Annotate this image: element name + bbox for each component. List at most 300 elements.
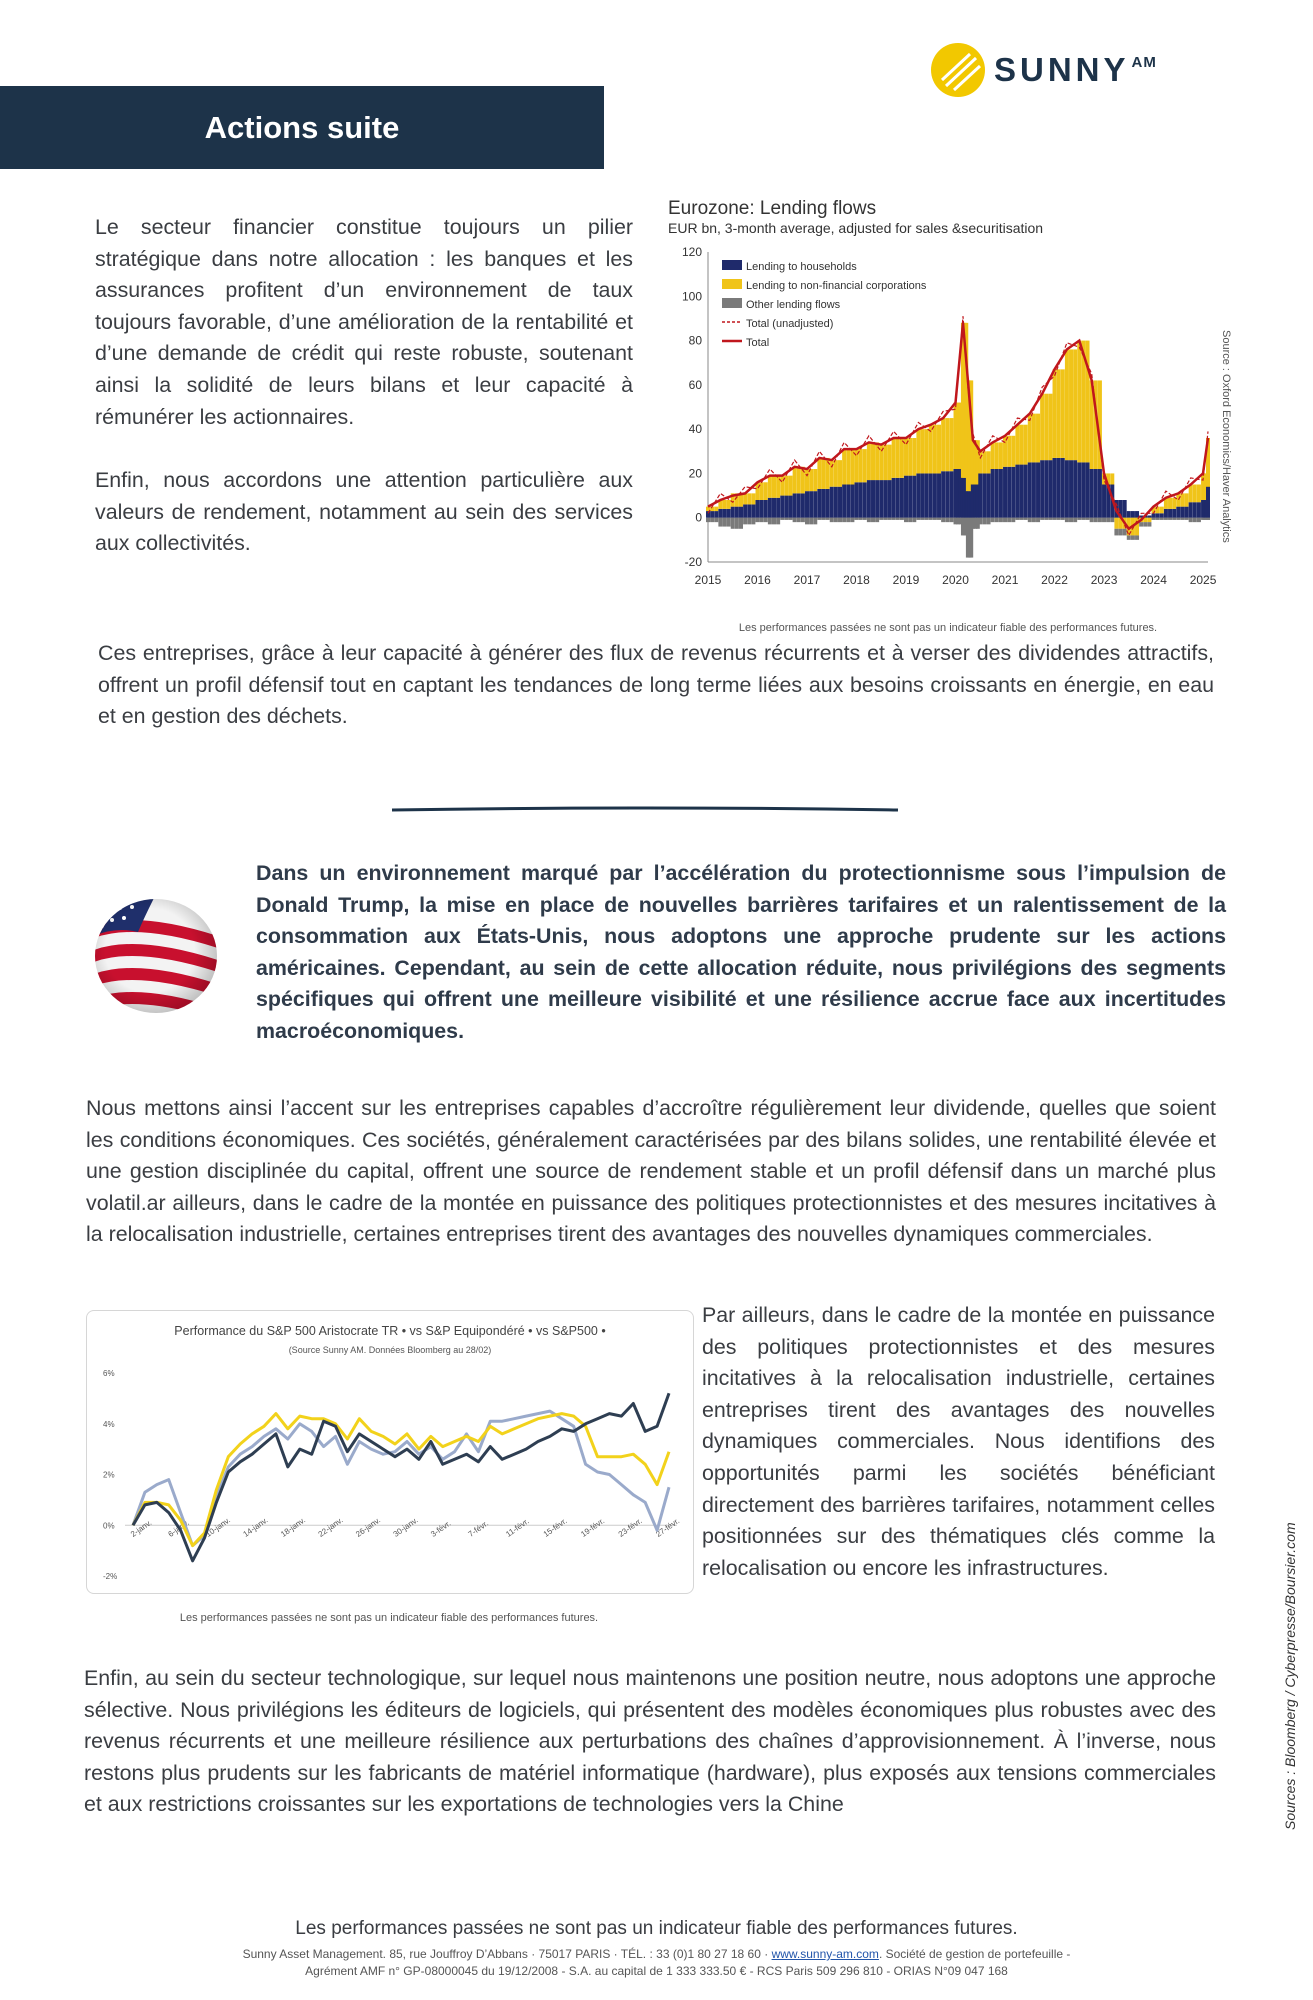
- bar-households: [1028, 462, 1032, 517]
- bar-other: [908, 518, 912, 522]
- bar-nfc: [1036, 414, 1040, 463]
- bar-households: [925, 473, 929, 517]
- bar-households: [929, 473, 933, 517]
- bar-other: [991, 518, 995, 522]
- bar-other: [822, 518, 826, 520]
- bar-other: [1011, 518, 1015, 522]
- bar-households: [987, 473, 991, 517]
- bar-households: [710, 511, 714, 518]
- usa-paragraph-1: Nous mettons ainsi l’accent sur les entreprises capables d’accroître régulièrement leur dividende, quelles que soient les conditions économiques. Ces sociétés, généralement caractérisées par des bilans solides, une rentabilité élevée et une gestion disciplinée du capital, offrent une source de rendement stable et un profil défensif dans un marché plus volatil.ar ailleurs, dans le cadre de la montée en puissance des politiques protectionnistes et des mesures incitatives à la relocalisation industrielle, certaines entreprises tirent des avantages des nouvelles dynamiques commerciales.: [86, 1096, 1216, 1247]
- footer-disclaimer: Les performances passées ne sont pas un indicateur fiable des performances futures.: [295, 1918, 1018, 1939]
- bar-other: [1003, 518, 1007, 522]
- x-tick-label: 15-févr.: [541, 1516, 569, 1539]
- bar-households: [1206, 487, 1210, 518]
- bar-other: [900, 518, 904, 520]
- x-tick-label: 2023: [1090, 573, 1118, 587]
- bar-other: [1028, 518, 1032, 522]
- bar-households: [1156, 513, 1160, 517]
- chart2-title: Performance du S&P 500 Aristocrate TR • vs S&P Equipondéré • vs S&P500 •: [174, 1324, 606, 1338]
- sun-logo-icon: [930, 42, 986, 98]
- bar-other: [904, 518, 908, 522]
- x-tick-label: 26-janv.: [354, 1515, 383, 1539]
- bar-other: [1053, 518, 1057, 520]
- bar-households: [995, 469, 999, 518]
- legend-swatch-nfc: [722, 279, 742, 289]
- bar-nfc: [1048, 394, 1052, 460]
- bar-households: [822, 489, 826, 518]
- bar-households: [916, 473, 920, 517]
- bar-nfc: [797, 467, 801, 494]
- bar-other: [1135, 535, 1139, 539]
- bar-households: [1073, 460, 1077, 518]
- bar-nfc: [727, 500, 731, 509]
- bar-other: [1020, 518, 1024, 520]
- page-title: Actions suite: [204, 110, 400, 145]
- bar-nfc: [1032, 414, 1036, 463]
- bar-nfc: [1172, 498, 1176, 509]
- bar-other: [1048, 518, 1052, 520]
- bar-nfc: [1077, 341, 1081, 463]
- bar-households: [834, 487, 838, 518]
- y-tick-label: 80: [688, 333, 702, 348]
- x-tick-label: 2018: [843, 573, 870, 587]
- bar-nfc: [982, 451, 986, 473]
- bar-households: [1189, 502, 1193, 518]
- bar-other: [995, 518, 999, 522]
- bar-households: [1123, 500, 1127, 518]
- bar-households: [1102, 485, 1106, 518]
- bar-other: [1189, 518, 1193, 522]
- bar-other: [883, 518, 887, 520]
- bar-other: [987, 518, 991, 525]
- bar-nfc: [714, 507, 718, 511]
- bar-households: [896, 478, 900, 518]
- bar-nfc: [1007, 436, 1011, 467]
- bar-other: [1090, 518, 1094, 522]
- bar-households: [793, 493, 797, 517]
- bar-households: [756, 500, 760, 518]
- chart1-source: Source : Oxford Economics/Haver Analytics: [1220, 330, 1232, 543]
- bar-other: [1086, 518, 1090, 520]
- bar-nfc: [747, 493, 751, 504]
- bar-other: [817, 518, 821, 520]
- bar-nfc: [999, 442, 1003, 469]
- section-divider: [390, 806, 900, 814]
- legend-label: Lending to non-financial corporations: [746, 280, 927, 292]
- bar-households: [1007, 467, 1011, 518]
- bar-other: [809, 518, 813, 525]
- bar-households: [809, 491, 813, 518]
- bar-households: [1011, 467, 1015, 518]
- bar-nfc: [1168, 498, 1172, 509]
- bar-other: [999, 518, 1003, 522]
- y-tick-label: 0%: [103, 1521, 115, 1531]
- bar-nfc: [1180, 493, 1184, 506]
- bar-households: [1168, 509, 1172, 518]
- bar-other: [1152, 518, 1156, 520]
- bar-households: [1040, 460, 1044, 518]
- legend-label: Total: [746, 337, 770, 349]
- bar-other: [1197, 518, 1201, 522]
- bar-households: [1090, 469, 1094, 518]
- bar-nfc: [793, 467, 797, 494]
- bar-nfc: [1176, 493, 1180, 506]
- bar-other: [731, 518, 735, 529]
- bar-households: [1048, 460, 1052, 518]
- legend-swatch-households: [722, 260, 742, 270]
- bar-nfc: [772, 476, 776, 498]
- bar-other: [888, 518, 892, 520]
- bar-households: [892, 478, 896, 518]
- bar-other: [916, 518, 920, 520]
- bar-other: [735, 518, 739, 529]
- x-tick-label: 11-févr.: [504, 1516, 531, 1539]
- bar-households: [789, 496, 793, 518]
- x-tick-label: 19-févr.: [579, 1516, 607, 1539]
- bar-households: [1032, 462, 1036, 517]
- bar-households: [718, 509, 722, 518]
- bar-nfc: [925, 429, 929, 473]
- bar-households: [776, 498, 780, 518]
- bar-nfc: [834, 460, 838, 487]
- bar-households: [908, 476, 912, 518]
- bar-nfc: [1160, 507, 1164, 514]
- bar-other: [1176, 518, 1180, 520]
- bar-households: [842, 485, 846, 518]
- bar-other: [830, 518, 834, 522]
- bar-other: [1114, 529, 1118, 536]
- bar-other: [1098, 518, 1102, 522]
- bar-other: [826, 518, 830, 520]
- bar-nfc: [1193, 485, 1197, 503]
- bar-other: [1160, 518, 1164, 520]
- y-tick-label: 4%: [103, 1419, 115, 1429]
- bar-other: [772, 518, 776, 525]
- bar-nfc: [1061, 369, 1065, 458]
- sp500-performance-plot: [87, 1361, 693, 1591]
- bar-nfc: [1197, 485, 1201, 503]
- bar-households: [727, 509, 731, 518]
- bar-nfc: [995, 442, 999, 469]
- bar-households: [883, 480, 887, 518]
- bar-other: [1164, 518, 1168, 520]
- bar-other: [1168, 518, 1172, 520]
- bar-nfc: [830, 460, 834, 487]
- footer-company-type: . Société de gestion de portefeuille -: [878, 1947, 1071, 1961]
- bar-other: [714, 518, 718, 522]
- x-tick-label: 2021: [991, 573, 1019, 587]
- bar-other: [978, 518, 982, 525]
- lending-flows-plot: [668, 246, 1228, 606]
- y-tick-label: 0: [695, 510, 702, 525]
- footer-address: Sunny Asset Management. 85, rue Jouffroy D’Abbans · 75017 PARIS · TÉL. : 33 (0)1 80 27 18 60 ·: [242, 1947, 772, 1961]
- x-tick-label: 18-janv.: [279, 1515, 308, 1539]
- bar-households: [747, 504, 751, 517]
- bar-nfc: [859, 449, 863, 482]
- x-tick-label: 22-janv.: [316, 1515, 345, 1539]
- bar-other: [1110, 518, 1114, 522]
- bar-other: [710, 518, 714, 522]
- bar-households: [1086, 462, 1090, 517]
- bar-households: [1053, 458, 1057, 518]
- bar-households: [863, 482, 867, 517]
- y-tick-label: 60: [688, 377, 702, 392]
- bar-nfc: [933, 425, 937, 474]
- legend-label: Lending to households: [746, 261, 857, 273]
- bar-nfc: [764, 482, 768, 500]
- bar-households: [867, 480, 871, 518]
- bar-other: [756, 518, 760, 522]
- bar-households: [937, 473, 941, 517]
- bar-other: [1206, 518, 1210, 520]
- chart2-disclaimer: Les performances passées ne sont pas un indicateur fiable des performances futures.: [179, 1612, 599, 1624]
- bar-other: [706, 518, 710, 522]
- bar-households: [1057, 458, 1061, 518]
- bar-households: [991, 469, 995, 518]
- y-tick-label: 2%: [103, 1470, 115, 1480]
- bar-other: [1081, 518, 1085, 520]
- bar-households: [1180, 507, 1184, 518]
- bar-households: [999, 469, 1003, 518]
- bar-households: [1185, 507, 1189, 518]
- bar-households: [780, 496, 784, 518]
- bar-nfc: [1065, 349, 1069, 460]
- bar-households: [1044, 460, 1048, 518]
- bar-households: [714, 511, 718, 518]
- bar-nfc: [842, 449, 846, 484]
- bar-other: [875, 518, 879, 522]
- bar-households: [1127, 511, 1131, 518]
- bar-households: [900, 478, 904, 518]
- bar-other: [723, 518, 727, 527]
- bar-nfc: [1073, 349, 1077, 460]
- bar-nfc: [892, 438, 896, 478]
- bar-nfc: [1028, 414, 1032, 463]
- website-link[interactable]: www.sunny-am.com: [771, 1947, 879, 1961]
- bar-other: [751, 518, 755, 525]
- bar-households: [838, 487, 842, 518]
- bar-households: [1020, 465, 1024, 518]
- bar-households: [1164, 509, 1168, 518]
- chart2-subtitle: (Source Sunny AM. Données Bloomberg au 28/02): [288, 1345, 492, 1355]
- bar-nfc: [888, 445, 892, 480]
- x-tick-label: 6-janv.: [166, 1518, 191, 1539]
- bar-other: [1044, 518, 1048, 520]
- bar-households: [817, 489, 821, 518]
- bar-nfc: [805, 469, 809, 491]
- bar-other: [1147, 522, 1151, 526]
- bar-other: [764, 518, 768, 522]
- bar-households: [797, 493, 801, 517]
- bar-households: [723, 509, 727, 518]
- bar-households: [1069, 460, 1073, 518]
- bar-other: [739, 518, 743, 529]
- bar-households: [978, 473, 982, 517]
- chart-title: Eurozone: Lending flows: [668, 198, 877, 219]
- bar-households: [1193, 502, 1197, 518]
- bar-households: [1015, 465, 1019, 518]
- bar-households: [1160, 513, 1164, 517]
- bar-other: [937, 518, 941, 520]
- bar-households: [760, 500, 764, 518]
- bar-nfc: [896, 438, 900, 478]
- bar-households: [1197, 502, 1201, 518]
- bar-households: [933, 473, 937, 517]
- chart-subtitle: EUR bn, 3-month average, adjusted for sales &securitisation: [668, 220, 1044, 236]
- x-tick-label: 2016: [744, 573, 771, 587]
- bar-nfc: [908, 438, 912, 476]
- bar-other: [892, 518, 896, 520]
- bar-other: [1069, 518, 1073, 522]
- bar-households: [764, 500, 768, 518]
- bar-other: [1156, 518, 1160, 520]
- bar-other: [1185, 518, 1189, 520]
- bar-other: [776, 518, 780, 525]
- y-tick-label: 120: [681, 246, 702, 259]
- bar-other: [1007, 518, 1011, 522]
- bar-households: [1061, 458, 1065, 518]
- bar-households: [879, 480, 883, 518]
- right-sources: Sources : Bloomberg / Cyberpresse/Boursier.com: [1282, 1522, 1298, 1830]
- bar-other: [780, 518, 784, 520]
- y-tick-label: 6%: [103, 1369, 115, 1378]
- x-tick-label: 23-févr.: [616, 1516, 644, 1539]
- x-tick-label: 10-janv.: [204, 1515, 233, 1539]
- bar-other: [1119, 529, 1123, 536]
- y-tick-label: 20: [688, 466, 702, 481]
- footer-legal-line-1: [0, 1946, 1313, 1963]
- usa-paragraph-3: Enfin, au sein du secteur technologique, sur lequel nous maintenons une position neutre, nous adoptons une approche sélective. Nous privilégions les éditeurs de logiciels, qui présentent des modèles économiques plus robustes avec des revenus récurrents et une meilleure résilience aux perturbations des chaînes d’approvisionnement. À l’inverse, nous restons plus prudents sur les fabricants de matériel informatique (hardware), plus exposés aux tensions commerciales et aux restrictions croissantes sur les exportations de technologies vers la Chine: [84, 1666, 1216, 1817]
- bar-nfc: [817, 458, 821, 489]
- bar-other: [1077, 518, 1081, 520]
- bar-households: [1003, 467, 1007, 518]
- legend-label: Other lending flows: [746, 299, 841, 311]
- bar-households: [1172, 509, 1176, 518]
- bar-other: [859, 518, 863, 520]
- bar-households: [921, 473, 925, 517]
- bar-nfc: [1147, 518, 1151, 522]
- x-tick-label: 30-janv.: [391, 1515, 420, 1539]
- bar-households: [1024, 465, 1028, 518]
- bar-households: [772, 498, 776, 518]
- bar-other: [813, 518, 817, 525]
- bar-nfc: [900, 438, 904, 478]
- bar-other: [842, 518, 846, 522]
- bar-nfc: [1114, 518, 1118, 529]
- x-tick-label: 7-févr.: [466, 1518, 491, 1539]
- bar-nfc: [1057, 369, 1061, 458]
- bar-households: [904, 476, 908, 518]
- bar-nfc: [921, 429, 925, 473]
- bar-other: [747, 518, 751, 525]
- bar-other: [1015, 518, 1019, 520]
- bar-other: [727, 518, 731, 527]
- bar-nfc: [912, 438, 916, 476]
- bar-nfc: [867, 442, 871, 480]
- bar-other: [1106, 518, 1110, 522]
- chart1-disclaimer: Les performances passées ne sont pas un indicateur fiable des performances futures.: [738, 622, 1158, 634]
- sp500-performance-chart: [86, 1310, 694, 1594]
- bar-households: [846, 485, 850, 518]
- bar-nfc: [1189, 485, 1193, 503]
- bar-nfc: [822, 458, 826, 489]
- x-tick-label: 2024: [1140, 573, 1167, 587]
- bar-households: [850, 485, 854, 518]
- us-flag-icon: [94, 898, 218, 1014]
- y-tick-label: -20: [684, 555, 702, 569]
- bar-households: [912, 476, 916, 518]
- bar-other: [838, 518, 842, 522]
- bar-nfc: [768, 476, 772, 498]
- bar-other: [834, 518, 838, 522]
- x-tick-label: 2015: [694, 573, 722, 587]
- bar-nfc: [949, 418, 953, 471]
- x-tick-label: 3-févr.: [429, 1518, 453, 1539]
- bar-households: [1152, 513, 1156, 517]
- bar-other: [801, 518, 805, 522]
- bar-other: [1061, 518, 1065, 520]
- bar-nfc: [937, 425, 941, 474]
- bar-nfc: [1044, 394, 1048, 460]
- bar-nfc: [838, 460, 842, 487]
- bar-other: [912, 518, 916, 522]
- bar-other: [921, 518, 925, 520]
- x-tick-label: 2-janv.: [128, 1518, 154, 1539]
- bar-nfc: [916, 429, 920, 473]
- bar-other: [1139, 522, 1143, 526]
- x-tick-label: 2020: [942, 573, 969, 587]
- bar-households: [855, 482, 859, 517]
- bar-households: [826, 489, 830, 518]
- bar-other: [1065, 518, 1069, 522]
- legend-label: Total (unadjusted): [746, 318, 834, 330]
- bar-households: [805, 491, 809, 518]
- bar-other: [1127, 535, 1131, 539]
- bar-households: [941, 471, 945, 518]
- bar-nfc: [1024, 425, 1028, 465]
- bar-households: [888, 480, 892, 518]
- bar-other: [718, 518, 722, 527]
- legend-swatch-other: [722, 298, 742, 308]
- bar-other: [797, 518, 801, 522]
- bar-other: [945, 518, 949, 522]
- x-tick-label: 27-févr.: [654, 1516, 682, 1539]
- bar-nfc: [846, 449, 850, 484]
- bar-other: [867, 518, 871, 522]
- bar-nfc: [945, 418, 949, 471]
- bar-other: [760, 518, 764, 522]
- x-tick-label: 2019: [892, 573, 920, 587]
- bar-other: [941, 518, 945, 522]
- bar-households: [1131, 511, 1135, 518]
- bar-nfc: [1040, 394, 1044, 460]
- bar-other: [768, 518, 772, 525]
- bar-other: [1036, 518, 1040, 522]
- bar-other: [871, 518, 875, 522]
- bar-households: [871, 480, 875, 518]
- bar-other: [863, 518, 867, 520]
- bar-other: [933, 518, 937, 520]
- bar-nfc: [751, 493, 755, 504]
- bar-households: [1147, 516, 1151, 518]
- bar-other: [1131, 535, 1135, 539]
- bar-households: [813, 491, 817, 518]
- bar-nfc: [1011, 436, 1015, 467]
- logo-text: SUNNY: [994, 51, 1130, 88]
- bar-nfc: [1020, 425, 1024, 465]
- bar-other: [879, 518, 883, 520]
- bar-households: [751, 504, 755, 517]
